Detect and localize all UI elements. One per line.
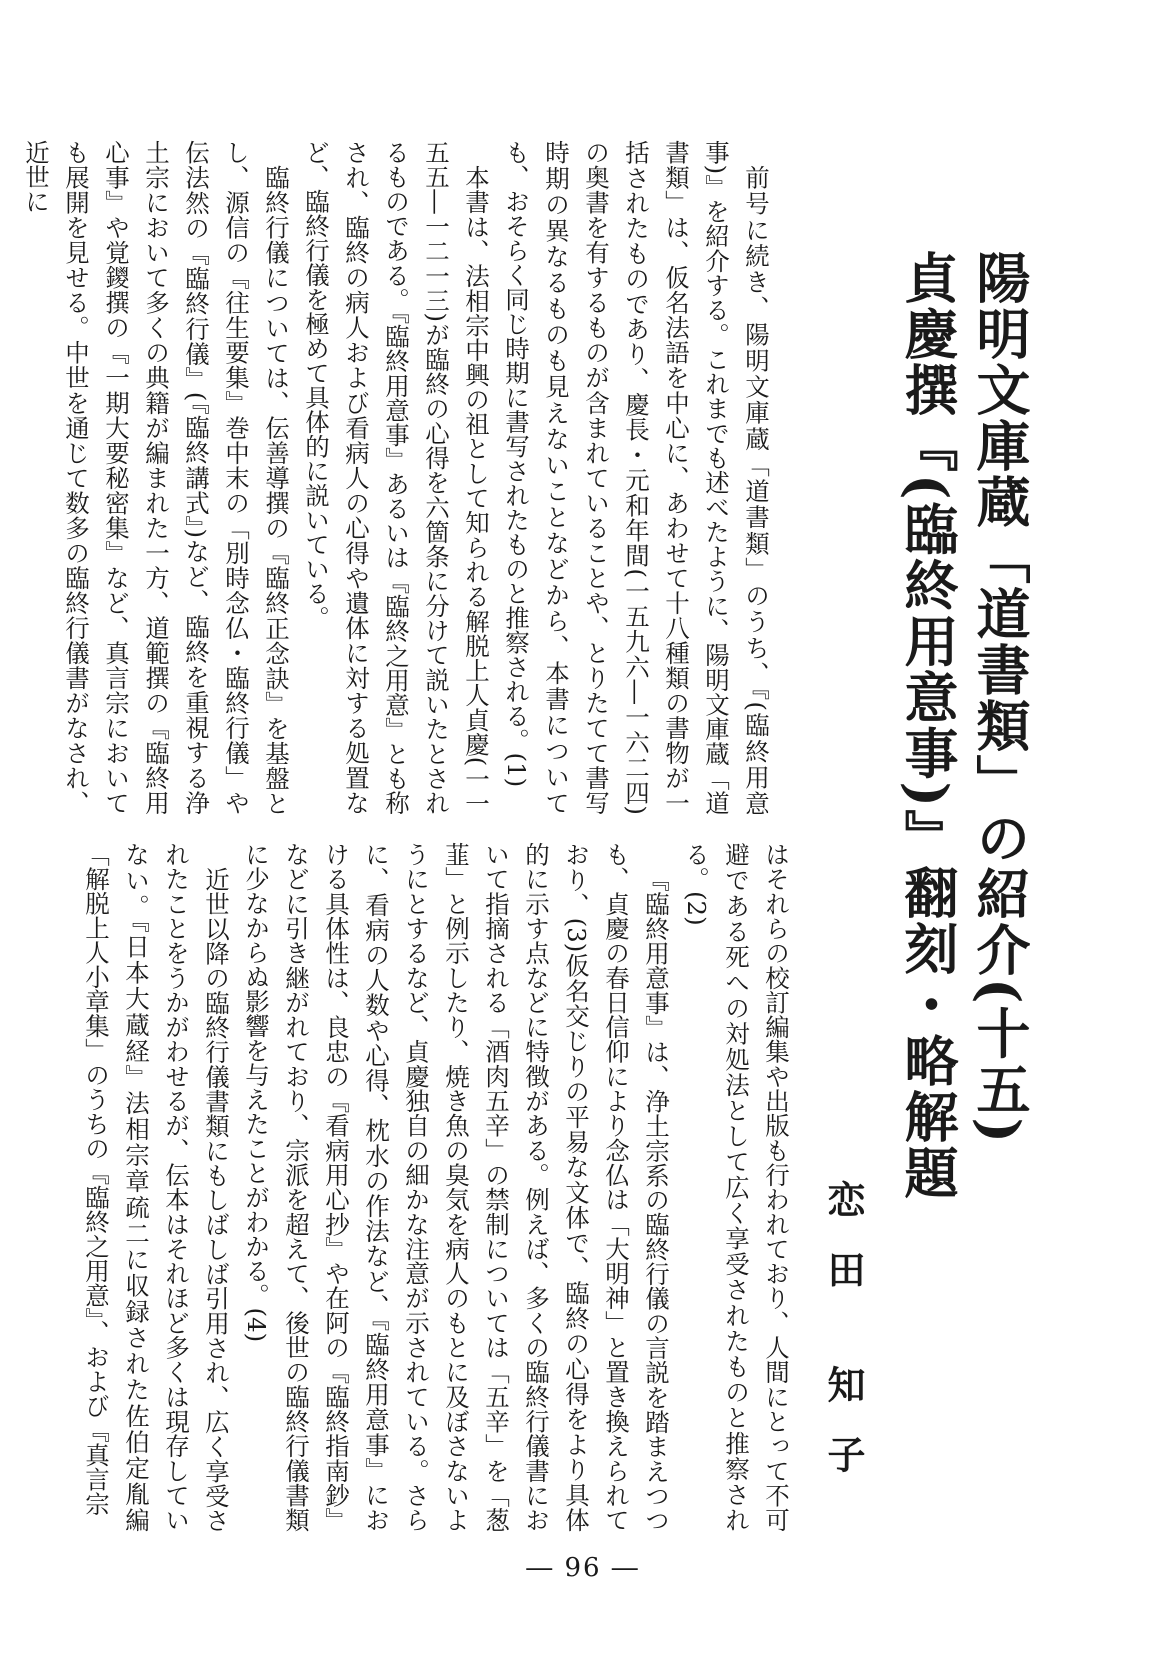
page-number: ― 96 ― [526, 1553, 640, 1583]
paragraph: 前号に続き、陽明文庫蔵「道書類」のうち、『(臨終用意事)』を紹介する。これまでも述べたように、陽明文庫蔵「道書類」は、仮名法語を中心に、あわせて十八種類の書物が一括されたものであり、慶長・元和年間(一五九六―一六二四)の奥書を有するものが含まれていることや、とりたてて書写時期の異なるものも見えないことなどから、本書についても、おそらく同じ時期に書写されたものと推察される。(1) [502, 140, 771, 815]
paragraph: 本書は、法相宗中興の祖として知られる解脱上人貞慶(一一五五―一二一三)が臨終の心得を六箇条に分けて説いたとされるものである。『臨終用意事』あるいは『臨終之用意』とも称され、臨終の病人および看病人の心得や遺体に対する処置など、臨終行儀を極めて具体的に説いている。 [302, 140, 491, 815]
paragraph: 『臨終用意事』は、浄土宗系の臨終行儀の言説を踏まえつつも、貞慶の春日信仰により念仏は「大明神」と置き換えられており、(3)仮名交じりの平易な文体で、臨終の心得をより具体的に示す点などに特徴がある。例えば、多くの臨終行儀書において指摘される「酒肉五辛」の禁制については「五辛」を「葱韮」と例示したり、焼き魚の臭気を病人のもとに及ぼさないようにとするなど、貞慶独自の細かな注意が示されている。さらに、看病の人数や心得、枕水の作法など、『臨終用意事』における具体性は、良忠の『看病用心抄』や在阿の『臨終指南鈔』などに引き継がれており、宗派を超えて、後世の臨終行儀書類に少なからぬ影響を与えたことがわかる。(4) [242, 842, 671, 1532]
title-line-2: 貞慶撰『(臨終用意事)』翻刻・略解題 [896, 250, 960, 1202]
article-title [892, 250, 1036, 1202]
title-line-1: 陽明文庫蔵「道書類」の紹介(十五) [968, 250, 1032, 1146]
paragraph: 近世以降の臨終行儀書類にもしばしば引用され、広く享受されたことをうかがわせるが、伝本はそれほど多くは現存していない。『日本大蔵経』法相宗章疏二に収録された佐伯定胤編「解脱上人小章集」のうちの『臨終之用意』、および『真言宗 [82, 842, 231, 1532]
body-text-lower [82, 842, 796, 1532]
paragraph: はそれらの校訂編集や出版も行われており、人間にとって不可避である死への対処法として広く享受されたものと推察される。(2) [682, 842, 791, 1532]
author-name: 恋田 知子 [821, 1180, 866, 1506]
paragraph: 臨終行儀については、伝善導撰の『臨終正念訣』を基盤とし、源信の『往生要集』巻中末の「別時念仏・臨終行儀」や伝法然の『臨終行儀』(『臨終講式』)など、臨終を重視する浄土宗において多くの典籍が編まれた一方、道範撰の『臨終用心事』や覚鑁撰の『一期大要秘密集』など、真言宗においても展開を見せる。中世を通じて数多の臨終行儀書がなされ、近世に [22, 140, 291, 815]
body-text-upper [22, 140, 776, 815]
